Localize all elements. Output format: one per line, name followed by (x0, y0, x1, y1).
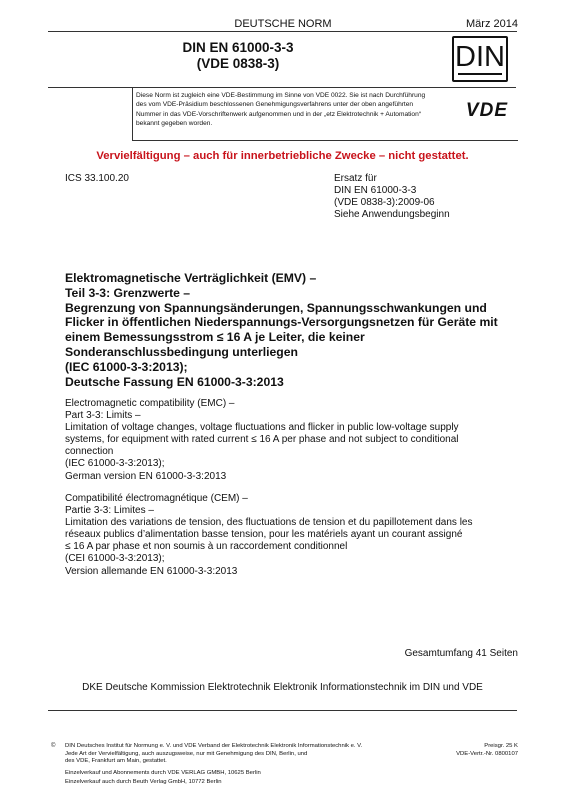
vde-logo: VDE (465, 100, 508, 121)
copyright-notice (51, 743, 435, 766)
standard-number-vde: (VDE 0838-3) (196, 56, 280, 71)
title-en-line: connection (65, 446, 114, 458)
din-logo-text: DIN (455, 41, 505, 73)
title-de-line: einem Bemessungsstrom ≤ 16 A je Leiter, die keiner (65, 330, 365, 345)
standard-title-box (48, 32, 516, 88)
footer-divider (48, 710, 517, 711)
copyright-line: des VDE, Frankfurt am Main, gestattet. (65, 758, 167, 765)
title-en-line: Electromagnetic compatibility (EMC) – (65, 398, 235, 409)
title-en-line: Part 3-3: Limits – (65, 410, 141, 422)
replacement-line: Ersatz für (334, 173, 377, 184)
title-en-line: Limitation of voltage changes, voltage fluctuations and flicker in public low-voltage supply (65, 422, 459, 434)
title-fr-line: Limitation des variations de tension, des fluctuations de tension et du papillotement dans les (65, 517, 473, 529)
replacement-info (334, 173, 450, 221)
price-info (456, 743, 518, 758)
replacement-line: (VDE 0838-3):2009-06 (334, 197, 435, 208)
title-en-line: German version EN 61000-3-3:2013 (65, 470, 227, 482)
dke-committee: DKE Deutsche Kommission Elektrotechnik Elektronik Informationstechnik im DIN und VDE (82, 682, 483, 693)
standard-number-din: DIN EN 61000-3-3 (182, 40, 294, 55)
vde-notice-box (132, 88, 518, 141)
title-de-line: (IEC 61000-3-3:2013); (65, 359, 188, 374)
title-fr-line: ≤ 16 A par phase et non soumis à un raccordement conditionnel (65, 541, 348, 553)
copyright-line: DIN Deutsches Institut für Normung e. V. und VDE Verband der Elektrotechnik Elektronik Informationstechnik e. V. (65, 743, 363, 749)
title-de-line: Elektromagnetische Verträglichkeit (EMV) – (65, 271, 317, 285)
reproduction-warning: Vervielfältigung – auch für innerbetriebliche Zwecke – nicht gestattet. (96, 150, 469, 162)
vde-distribution-number: VDE-Vertr.-Nr. 0800107 (456, 750, 518, 757)
replacement-line: DIN EN 61000-3-3 (334, 185, 417, 196)
title-fr-line: (CEI 61000-3-3:2013); (65, 553, 165, 565)
distribution-line: Einzelverkauf auch durch Beuth Verlag GmbH, 10772 Berlin (65, 779, 222, 785)
title-fr-line: Version allemande EN 61000-3-3:2013 (65, 565, 238, 577)
din-logo (452, 36, 508, 82)
distribution-info (65, 769, 261, 787)
standard-number (48, 40, 428, 72)
title-fr-line: Compatibilité électromagnétique (CEM) – (65, 493, 248, 504)
title-de-line: Flicker in öffentlichen Niederspannungs-Versorgungsnetzen für Geräte mit (65, 315, 498, 330)
title-de-line: Teil 3-3: Grenzwerte – (65, 285, 191, 300)
title-fr-line: réseaux publics d’alimentation basse tension, pour les matériels ayant un courant assigné (65, 529, 463, 541)
din-logo-bar (458, 73, 502, 75)
title-en-line: systems, for equipment with rated current ≤ 16 A per phase and not subject to conditional (65, 434, 459, 446)
title-de-line: Sonderanschlussbedingung unterliegen (65, 344, 298, 359)
ics-code: ICS 33.100.20 (65, 173, 129, 184)
title-german (65, 271, 515, 389)
vde-notice-text: Diese Norm ist zugleich eine VDE-Bestimmung im Sinne von VDE 0022. Sie ist nach Durchführung des vom VDE-Präsidium beschlossenen Genehmigungsverfahrens unter der oben angeführten Nummer in das VDE-Vorschriftenwerk aufgenommen und in der „etz Elektrotechnik + Automation“ bekannt gegeben worden. (136, 92, 426, 127)
title-de-line: Deutsche Fassung EN 61000-3-3:2013 (65, 374, 284, 389)
issue-date: März 2014 (466, 18, 518, 30)
title-de-line: Begrenzung von Spannungsänderungen, Spannungsschwankungen und (65, 300, 487, 315)
copyright-line: Jede Art der Vervielfältigung, auch auszugsweise, nur mit Genehmigung des DIN, Berlin, und (65, 750, 308, 757)
title-fr-line: Partie 3-3: Limites – (65, 505, 154, 517)
copyright-mark: © (51, 743, 56, 749)
price-group: Preisgr. 25 K (484, 743, 518, 749)
distribution-line: Einzelverkauf und Abonnements durch VDE VERLAG GMBH, 10625 Berlin (65, 770, 261, 776)
page-header (0, 18, 566, 32)
norm-label: DEUTSCHE NORM (234, 18, 332, 30)
title-en-line: (IEC 61000-3-3:2013); (65, 458, 165, 470)
title-french (65, 493, 515, 578)
title-english (65, 398, 515, 483)
replacement-line: Siehe Anwendungsbeginn (334, 209, 450, 220)
total-pages: Gesamtumfang 41 Seiten (404, 648, 518, 659)
